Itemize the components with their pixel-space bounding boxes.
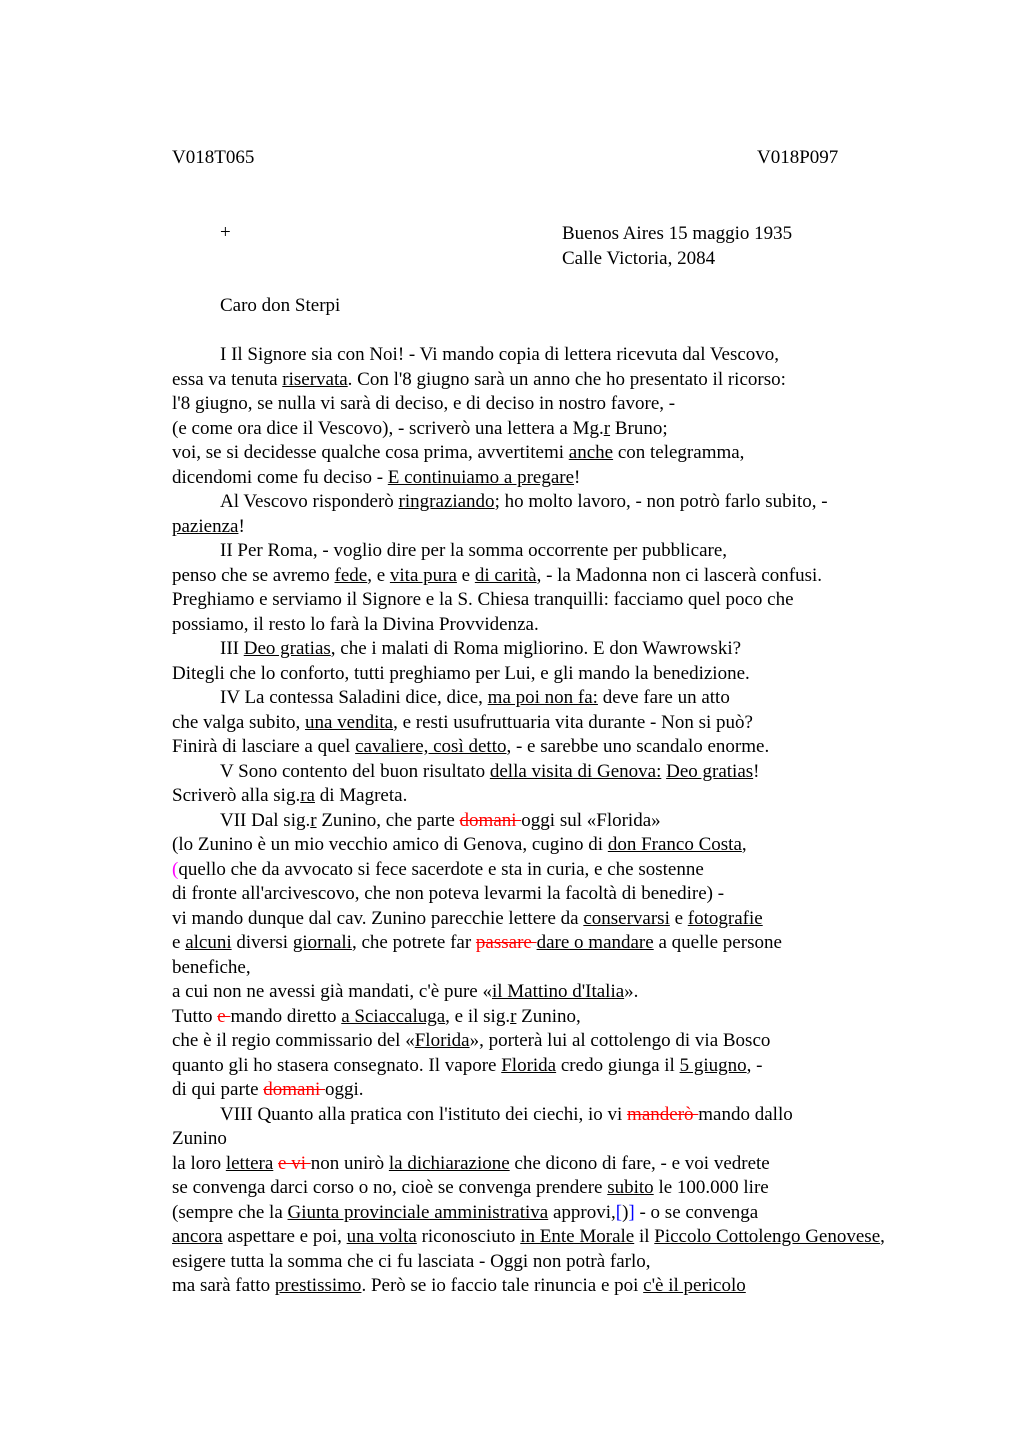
text-segment: . Con l'8 giugno sarà un anno che ho presentato il ricorso: [347,368,786,390]
underlined-text: don Franco Costa [607,834,742,855]
text-segment: ! [753,760,760,782]
text-segment: Ditegli che lo conforto, tutti preghiamo per Lui, e gli mando la benedizione. [172,662,750,684]
text-line [172,441,972,466]
text-segment: quello che da avvocato si fece sacerdote e sta in curia, e che sostenne [178,858,704,880]
underlined-text: Florida [414,1030,470,1051]
underlined-text: a Sciaccaluga [341,1005,446,1027]
text-segment: II Per Roma, - voglio dire per la somma occorrente per pubblicare, [220,540,728,561]
underlined-text: r [510,1005,517,1027]
underlined-text: lettera [225,1152,274,1174]
text-segment: - o se convenga [634,1201,759,1223]
cross-symbol: + [220,222,231,243]
text-segment: e [669,907,688,929]
underlined-text: la dichiarazione [388,1152,510,1174]
underlined-text: prestissimo [274,1275,362,1296]
salutation: Caro don Sterpi [220,295,341,316]
text-segment: , - la Madonna non ci lascerà confusi. [536,564,822,586]
text-segment: Al Vescovo risponderò [220,491,399,512]
underlined-text: dare o mandare [536,932,654,953]
underlined-text: E continuiamo a pregare [387,466,575,488]
text-line [172,343,972,368]
underlined-text: il Mattino d'Italia [491,981,625,1002]
text-line [172,539,972,564]
underlined-text: in Ente Morale [520,1226,635,1247]
text-segment: il [634,1226,655,1247]
text-segment: , e resti usufruttuaria vita durante - Non si può? [393,711,753,733]
letter-body [172,343,972,1299]
text-segment: deve fare un atto [597,687,730,708]
text-segment: e [456,564,475,586]
place-date: Buenos Aires 15 maggio 1935 [562,223,793,244]
text-segment: di qui parte [172,1079,264,1100]
text-line [172,1005,972,1030]
text-segment: , che i malati di Roma migliorino. E don Wawrowski? [330,638,742,659]
text-segment: che dicono di fare, - e voi vedrete [509,1152,770,1174]
text-line [172,588,972,613]
deleted-text: passare [475,932,537,953]
text-segment: credo giunga il [556,1054,680,1076]
document-code-right: V018P097 [757,147,839,168]
text-line [172,417,972,442]
text-segment: ! [238,515,245,537]
text-segment: , e [367,564,390,586]
text-segment: I Il Signore sia con Noi! - Vi mando copia di lettera ricevuta dal Vescovo, [220,344,780,365]
text-line [172,515,972,540]
text-line [172,1029,972,1054]
address: Calle Victoria, 2084 [562,247,716,269]
underlined-text: alcuni [185,932,232,953]
bracket-mark: ( [172,858,179,880]
document-code-left: V018T065 [172,147,255,168]
underlined-text: ma poi non fa: [487,687,598,708]
underlined-text: giornali [292,932,352,953]
underlined-text: c'è il pericolo [643,1275,746,1296]
text-segment: Finirà di lasciare a quel [172,736,356,757]
text-segment: che valga subito, [172,711,305,733]
deleted-text: domani [263,1079,326,1100]
text-segment: vi mando dunque dal cav. Zunino parecchie lettere da [172,907,584,929]
text-segment: riconosciuto [416,1226,521,1247]
text-segment: V Sono contento del buon risultato [220,760,490,782]
text-segment: III [220,638,244,659]
underlined-text: una vendita [304,711,394,733]
text-line [172,1201,972,1226]
text-segment: ) [622,1201,629,1223]
text-segment: a cui non ne avessi già mandati, c'è pure « [172,981,492,1002]
underlined-text: Florida [501,1054,557,1076]
text-line [172,662,972,687]
text-segment: la loro [172,1152,226,1174]
text-segment: Bruno; [610,417,668,439]
text-segment: Zunino [172,1128,227,1149]
text-line [172,711,972,736]
text-segment: diversi [231,932,293,953]
text-line [172,1152,972,1177]
deleted-text: e vi [278,1152,311,1174]
text-segment: Preghiamo e serviamo il Signore e la S. Chiesa tranquilli: facciamo quel poco che [172,589,794,610]
text-segment: (sempre che la [172,1201,288,1223]
text-line [172,613,972,638]
text-line [172,858,972,883]
text-segment: , - [746,1054,763,1076]
text-line [172,907,972,932]
text-segment: mando dallo [698,1103,793,1125]
text-segment: IV La contessa Saladini dice, dice, [220,687,488,708]
underlined-text: ra [300,785,315,806]
text-segment: non unirò [310,1152,389,1174]
underlined-text: una volta [346,1226,417,1247]
underlined-text: Giunta provinciale amministrativa [287,1201,549,1223]
underlined-text: 5 giugno [679,1054,747,1076]
inserted-mark: ] [628,1201,635,1223]
text-segment: , e il sig. [445,1005,511,1027]
deleted-text: e [217,1005,231,1027]
underlined-text: Piccolo Cottolengo Genovese [654,1226,881,1247]
inserted-mark: [ [615,1201,623,1223]
text-segment: oggi sul «Florida» [521,809,661,831]
text-segment: essa va tenuta [172,368,283,390]
text-segment: di fronte all'arcivescovo, che non poteva levarmi la facoltà di benedire) - [172,883,725,904]
text-line [172,931,972,956]
text-segment: esigere tutta la somma che ci fu lasciata - Oggi non potrà farlo, [172,1250,651,1272]
text-line [172,784,972,809]
text-segment: (lo Zunino è un mio vecchio amico di Genova, cugino di [172,834,608,855]
text-segment: VIII Quanto alla pratica con l'istituto dei ciechi, io vi [220,1103,628,1125]
underlined-text: fede [334,564,368,586]
text-segment: quanto gli ho stasera consegnato. Il vapore [172,1054,502,1076]
text-line [172,1176,972,1201]
text-line [172,980,972,1005]
underlined-text: della visita di Genova: [489,760,662,782]
text-segment: dicendomi come fu deciso - [172,466,388,488]
text-segment: e [172,932,186,953]
text-line [172,368,972,393]
text-line [172,1127,972,1152]
text-segment: approvi, [548,1201,616,1223]
text-segment: . Però se io faccio tale rinuncia e poi [361,1275,644,1296]
underlined-text: anche [568,442,614,463]
underlined-text: ringraziando [398,491,495,512]
text-segment: voi, se si decidesse qualche cosa prima, avvertitemi [172,442,569,463]
text-line [172,1250,972,1275]
text-line [172,809,972,834]
text-segment: di Magreta. [314,785,408,806]
text-segment: benefiche, [172,956,251,978]
underlined-text: r [310,809,317,831]
text-line [172,833,972,858]
deleted-text: manderò [627,1103,699,1125]
underlined-text: di carità [474,564,537,586]
text-line [172,1054,972,1079]
text-segment: penso che se avremo [172,564,335,586]
text-line [172,392,972,417]
text-segment: a quelle persone [653,932,782,953]
text-line [172,735,972,760]
text-segment: mando diretto [230,1005,342,1027]
text-line [172,1078,972,1103]
text-line [172,1225,972,1250]
deleted-text: domani [459,809,522,831]
text-segment: », porterà lui al cottolengo di via Bosco [469,1030,771,1051]
text-segment: , che potrete far [351,932,476,953]
text-segment: , [741,834,747,855]
text-segment: ; ho molto lavoro, - non potrò farlo subito, - [494,491,828,512]
text-segment: le 100.000 lire [653,1177,769,1198]
text-line [172,1274,972,1299]
text-line [172,760,972,785]
text-segment: con telegramma, [613,442,745,463]
text-line [172,637,972,662]
text-segment: ! [574,466,581,488]
text-segment: Zunino, [516,1005,581,1027]
text-line [172,1103,972,1128]
underlined-text: subito [607,1177,654,1198]
text-segment: , [880,1226,885,1247]
text-segment: Scriverò alla sig. [172,785,301,806]
underlined-text: ancora [172,1226,223,1247]
underlined-text: riservata [282,368,348,390]
text-line [172,466,972,491]
text-segment: VII Dal sig. [220,809,311,831]
text-segment: oggi. [325,1079,364,1100]
text-line [172,490,972,515]
text-segment: aspettare e poi, [222,1226,347,1247]
text-segment: se convenga darci corso o no, cioè se convenga prendere [172,1177,608,1198]
underlined-text: fotografie [687,907,763,929]
underlined-text: Deo gratias [666,760,754,782]
underlined-text: pazienza [172,515,239,537]
underlined-text: vita pura [389,564,457,586]
letter-heading [562,222,792,271]
text-line [172,882,972,907]
text-segment: possiamo, il resto lo farà la Divina Provvidenza. [172,613,539,635]
underlined-text: Deo gratias [243,638,331,659]
underlined-text: cavaliere, così detto [355,736,507,757]
text-segment: (e come ora dice il Vescovo), - scriverò una lettera a Mg. [172,417,604,439]
underlined-text: r [603,417,611,439]
text-segment: l'8 giugno, se nulla vi sarà di deciso, e di deciso in nostro favore, - [172,393,676,414]
text-segment: ma sarà fatto [172,1275,275,1296]
text-segment: che è il regio commissario del « [172,1030,415,1051]
text-segment: Tutto [172,1005,218,1027]
text-segment: ». [624,981,639,1002]
text-segment: , - e sarebbe uno scandalo enorme. [506,736,770,757]
text-line [172,564,972,589]
text-segment: Zunino, che parte [316,809,460,831]
text-line [172,686,972,711]
text-line [172,956,972,981]
underlined-text: conservarsi [583,907,670,929]
